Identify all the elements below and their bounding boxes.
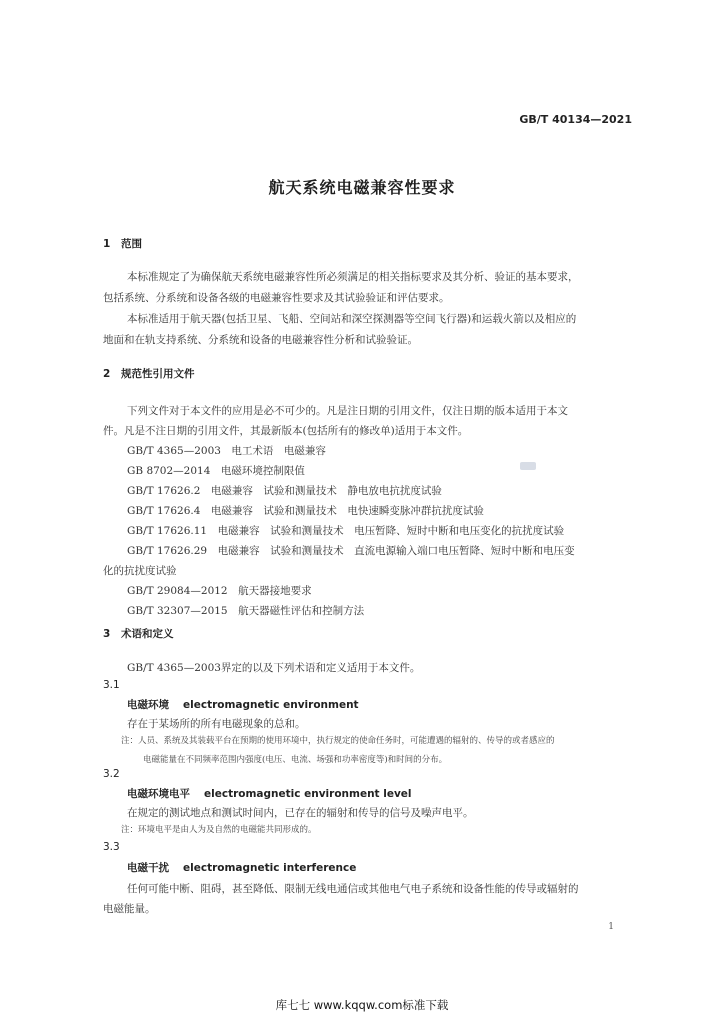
term-number: 3.3 (103, 841, 120, 853)
reference-item: GB 8702—2014 电磁环境控制限值 (127, 465, 305, 477)
reference-item: GB/T 4365—2003 电工术语 电磁兼容 (127, 445, 326, 457)
paragraph-line: 包括系统、分系统和设备各级的电磁兼容性要求及其试验验证和评估要求。 (103, 292, 450, 304)
term-number: 3.2 (103, 768, 120, 780)
section-number: 3 (103, 628, 111, 640)
term-zh: 电磁干扰 (127, 862, 169, 874)
term-definition-continuation: 电磁能量。 (103, 903, 156, 915)
term-en: electromagnetic environment (183, 699, 359, 711)
section-3-heading (103, 626, 174, 641)
term-definition: 存在于某场所的所有电磁现象的总和。 (127, 718, 306, 730)
term-en: electromagnetic environment level (204, 788, 412, 800)
section-title: 范围 (121, 238, 142, 250)
section-number: 1 (103, 238, 111, 250)
term-definition: 在规定的测试地点和测试时间内，已存在的辐射和传导的信号及噪声电平。 (127, 807, 474, 819)
paragraph-line: 地面和在轨支持系统、分系统和设备的电磁兼容性分析和试验验证。 (103, 334, 418, 346)
term-title (127, 697, 359, 712)
reference-item: GB/T 32307—2015 航天器磁性评估和控制方法 (127, 605, 365, 617)
term-en: electromagnetic interference (183, 862, 357, 874)
paragraph-line: 下列文件对于本文件的应用是必不可少的。凡是注日期的引用文件，仅注日期的版本适用于本文 (127, 405, 568, 417)
standard-number: GB/T 40134—2021 (519, 113, 632, 126)
watermark-mark (520, 462, 536, 470)
paragraph-line: 本标准规定了为确保航天系统电磁兼容性所必须满足的相关指标要求及其分析、验证的基本要求， (127, 271, 579, 283)
term-definition: 任何可能中断、阻碍，甚至降低、限制无线电通信或其他电气电子系统和设备性能的传导或辐射的 (127, 883, 579, 895)
term-note: 注：环境电平是由人为及自然的电磁能共同形成的。 (121, 825, 317, 835)
reference-item-continuation: 化的抗扰度试验 (103, 565, 177, 577)
reference-item: GB/T 17626.29 电磁兼容 试验和测量技术 直流电源输入端口电压暂降、短时中断和电压变 (127, 545, 575, 557)
paragraph-line: GB/T 4365—2003界定的以及下列术语和定义适用于本文件。 (127, 662, 421, 674)
section-title: 术语和定义 (121, 628, 174, 640)
reference-item: GB/T 17626.2 电磁兼容 试验和测量技术 静电放电抗扰度试验 (127, 485, 442, 497)
page-number: 1 (608, 922, 614, 932)
term-note-continuation: 电磁能量在不同频率范围内强度(电压、电流、场强和功率密度等)和时间的分布。 (143, 755, 448, 765)
footer-watermark: 库七七 www.kqqw.com标准下载 (275, 998, 449, 1012)
section-number: 2 (103, 368, 111, 380)
term-note: 注：人员、系统及其装载平台在预期的使用环境中，执行规定的使命任务时，可能遭遇的辐射的、传导的或者感应的 (121, 736, 555, 746)
term-title (127, 860, 356, 875)
document-title: 航天系统电磁兼容性要求 (268, 178, 456, 197)
reference-item: GB/T 17626.11 电磁兼容 试验和测量技术 电压暂降、短时中断和电压变化的抗扰度试验 (127, 525, 565, 537)
section-title: 规范性引用文件 (121, 368, 195, 380)
paragraph-line: 本标准适用于航天器(包括卫星、飞船、空间站和深空探测器等空间飞行器)和运载火箭以及相应的 (127, 313, 577, 325)
reference-item: GB/T 17626.4 电磁兼容 试验和测量技术 电快速瞬变脉冲群抗扰度试验 (127, 505, 484, 517)
section-2-heading (103, 366, 195, 381)
term-zh: 电磁环境电平 (127, 788, 190, 800)
paragraph-line: 件。凡是不注日期的引用文件，其最新版本(包括所有的修改单)适用于本文件。 (103, 425, 469, 437)
term-title (127, 786, 412, 801)
term-zh: 电磁环境 (127, 699, 169, 711)
reference-item: GB/T 29084—2012 航天器接地要求 (127, 585, 312, 597)
section-1-heading (103, 236, 142, 251)
term-number: 3.1 (103, 679, 120, 691)
